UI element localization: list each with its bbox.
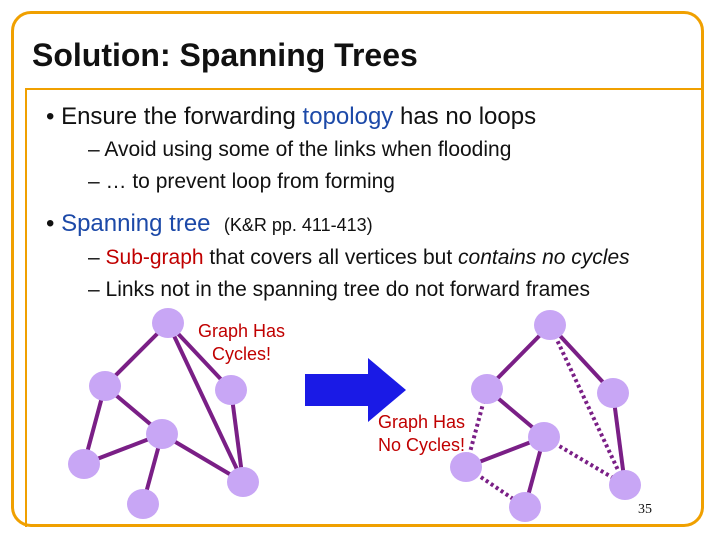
page-number: 35 — [638, 502, 652, 517]
graph-node — [68, 449, 100, 479]
cycles-annotation-line1: Graph Has — [198, 321, 286, 341]
graph-node — [127, 489, 159, 519]
graph-node — [597, 378, 629, 408]
graph-node — [609, 470, 641, 500]
bullet1-prefix: Ensure the forwarding — [61, 103, 303, 130]
subgraph-dash: – — [88, 246, 106, 269]
sub-bullet-links-not-forward: – Links not in the spanning tree do not forward frames — [88, 278, 590, 301]
subgraph-highlight: Sub-graph — [105, 246, 204, 269]
graph-node — [89, 371, 121, 401]
no-cycles-emphasis: contains no cycles — [458, 246, 630, 269]
graph-node — [146, 419, 178, 449]
spanning-tree-highlight: Spanning tree — [61, 210, 211, 237]
cycles-annotation-line2: Cycles! — [212, 344, 272, 364]
slide-title: Solution: Spanning Trees — [32, 37, 418, 73]
cycles-annotation — [198, 320, 285, 366]
graph-node — [528, 422, 560, 452]
tree-graph — [466, 325, 625, 507]
bullet-spanning-tree: • Spanning tree (K&R pp. 411-413) — [46, 210, 373, 237]
graph-node — [152, 308, 184, 338]
graph-node — [509, 492, 541, 522]
reference-text: (K&R pp. 411-413) — [223, 215, 373, 235]
graph-node — [471, 374, 503, 404]
sub-bullet-prevent-loop: – … to prevent loop from forming — [88, 170, 395, 193]
bullet1-suffix: has no loops — [393, 103, 537, 130]
topology-highlight: topology — [302, 103, 394, 130]
no-cycles-annotation — [378, 411, 465, 457]
bullet-forwarding-topology: • Ensure the forwarding topology has no loops — [46, 103, 537, 130]
graph-node — [215, 375, 247, 405]
tree-graph-nodes — [450, 310, 641, 522]
graph-node — [227, 467, 259, 497]
graph-node — [534, 310, 566, 340]
no-cycles-annotation-line1: Graph Has — [378, 412, 466, 432]
sub-bullet-avoid-links: – Avoid using some of the links when flooding — [88, 138, 512, 161]
no-cycles-annotation-line2: No Cycles! — [378, 435, 466, 455]
subgraph-middle: that covers all vertices but — [203, 246, 459, 269]
